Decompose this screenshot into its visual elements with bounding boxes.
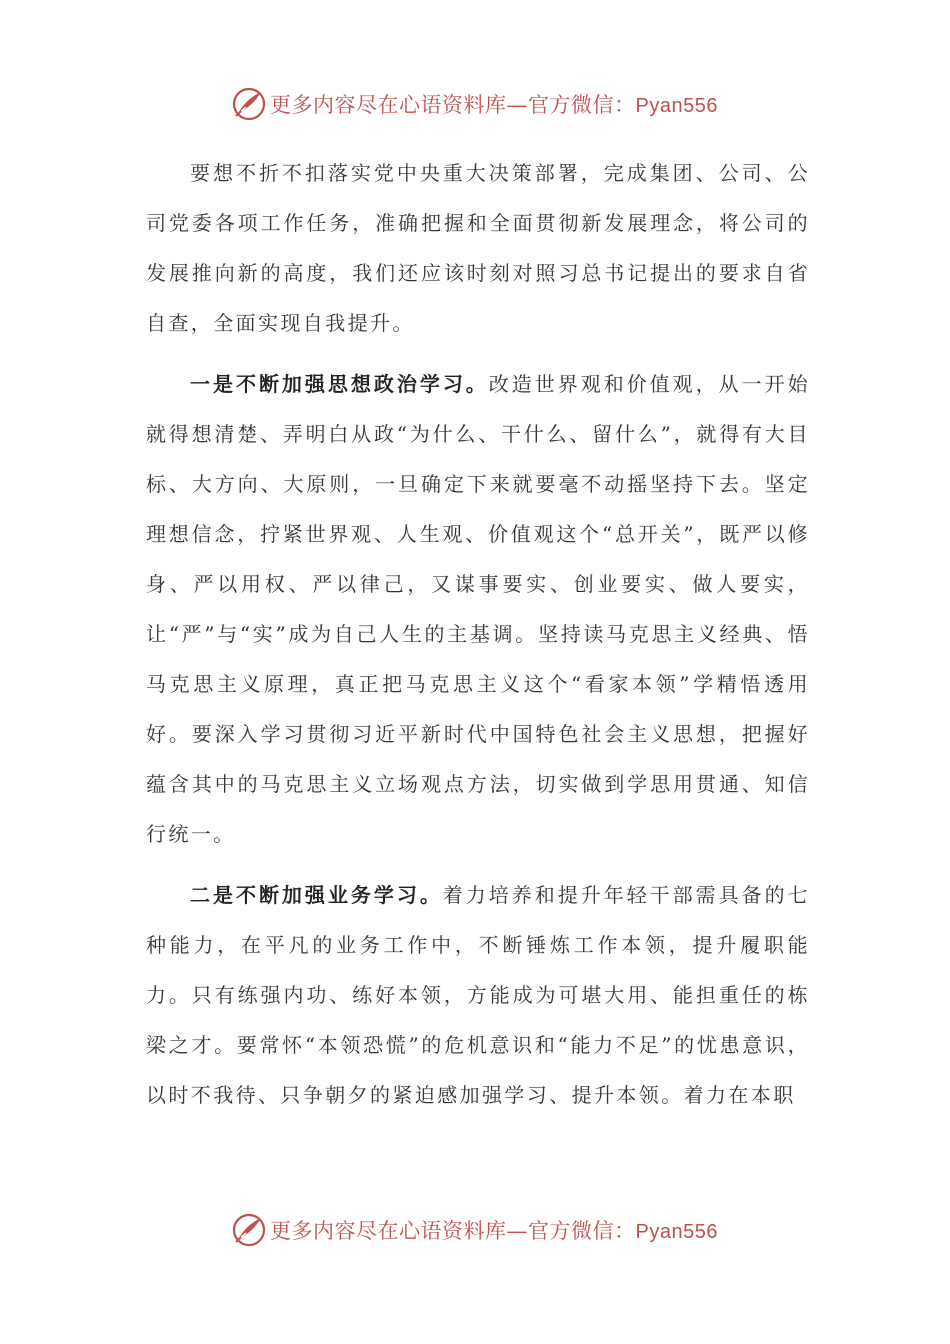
paragraph-text: 着力培养和提升年轻干部需具备的七种能力，在平凡的业务工作中，不断锤炼工作本领，提升履职能力。只有练强内功、练好本领，方能成为可堪大用、能担重任的栋梁之才。要常怀“本领恐慌”的危机意识和“能力不足”的忧患意识，以时不我待、只争朝夕的紧迫感加强学习、提升本领。着力在本职: [146, 883, 810, 1107]
header-banner: [0, 84, 950, 124]
paragraph-intro: [146, 148, 810, 348]
banner-handle: Pyan556: [635, 1221, 718, 1243]
paragraph-text: 要想不折不扣落实党中央重大决策部署，完成集团、公司、公司党委各项工作任务，准确把握和全面贯彻新发展理念，将公司的发展推向新的高度，我们还应该时刻对照习总书记提出的要求自省自查，全面实现自我提升。: [146, 161, 810, 335]
footer-banner: [0, 1210, 950, 1250]
quill-logo-icon: [232, 87, 266, 121]
quill-logo-icon: [232, 1213, 266, 1247]
banner-handle: Pyan556: [635, 95, 718, 117]
banner-label: 更多内容尽在心语资料库—官方微信：: [270, 1219, 636, 1243]
paragraph-business-study: [146, 870, 810, 1120]
document-body: [146, 148, 810, 1120]
banner-text: [270, 89, 718, 119]
paragraph-lead: 一是不断加强思想政治学习。: [190, 372, 489, 396]
paragraph-text: 改造世界观和价值观，从一开始就得想清楚、弄明白从政“为什么、干什么、留什么”，就得有大目标、大方向、大原则，一旦确定下来就要毫不动摇坚持下去。坚定理想信念，拧紧世界观、人生观、价值观这个“总开关”，既严以修身、严以用权、严以律己，又谋事要实、创业要实、做人要实，让“严”与“实”成为自己人生的主基调。坚持读马克思主义经典、悟马克思主义原理，真正把马克思主义这个“看家本领”学精悟透用好。要深入学习贯彻习近平新时代中国特色社会主义思想，把握好蕴含其中的马克思主义立场观点方法，切实做到学思用贯通、知信行统一。: [146, 372, 810, 846]
banner-text: [270, 1215, 718, 1245]
paragraph-lead: 二是不断加强业务学习。: [190, 883, 443, 907]
banner-label: 更多内容尽在心语资料库—官方微信：: [270, 93, 636, 117]
paragraph-political-study: [146, 359, 810, 859]
